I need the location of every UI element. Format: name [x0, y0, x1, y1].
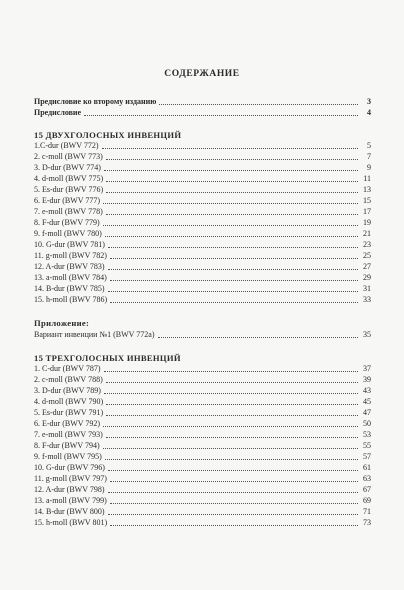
toc-entry[interactable]: [34, 239, 371, 250]
dot-leader: [102, 147, 358, 149]
toc-entry[interactable]: [34, 184, 371, 195]
dot-leader: [110, 480, 358, 482]
toc-entry[interactable]: [34, 407, 371, 418]
toc-entry[interactable]: [34, 206, 371, 217]
toc-entry-page: 35: [363, 330, 371, 339]
toc-entry[interactable]: [34, 429, 371, 440]
toc-entry-title: 15. h-moll (BWV 786): [34, 295, 108, 304]
toc-entry-page: 11: [363, 174, 371, 183]
toc-entry-title: 3. D-dur (BWV 774): [34, 163, 101, 172]
toc-entry-page: 50: [363, 419, 371, 428]
appendix-heading: Приложение:: [34, 318, 90, 328]
toc-entry-title: 7. e-moll (BWV 778): [34, 207, 103, 216]
toc-entry-page: 27: [363, 262, 371, 271]
dot-leader: [106, 436, 358, 438]
toc-entry-title: 3. D-dur (BWV 789): [34, 386, 101, 395]
toc-entry[interactable]: [34, 250, 371, 261]
toc-entry-title: Предисловие: [34, 108, 82, 117]
toc-entry-title: Предисловие ко второму изданию: [34, 97, 157, 106]
toc-entry-title: 10. G-dur (BWV 796): [34, 463, 105, 472]
toc-entry[interactable]: [34, 294, 371, 305]
dot-leader: [106, 213, 358, 215]
toc-entry[interactable]: [34, 506, 371, 517]
toc-entry-title: 14. B-dur (BWV 800): [34, 507, 105, 516]
toc-entry-page: 73: [363, 518, 371, 527]
page-title: СОДЕРЖАНИЕ: [164, 69, 240, 79]
dot-leader: [105, 235, 358, 237]
toc-entry-page: 63: [363, 474, 371, 483]
toc-entry-title: 2. c-moll (BWV 788): [34, 375, 103, 384]
dot-leader: [106, 180, 358, 182]
toc-entry-page: 3: [367, 97, 371, 106]
toc-entry[interactable]: [34, 228, 371, 239]
toc-entry[interactable]: [34, 374, 371, 385]
toc-entry-page: 39: [363, 375, 371, 384]
dot-leader: [84, 114, 358, 116]
toc-entry[interactable]: [34, 495, 371, 506]
dot-leader: [108, 513, 358, 515]
dot-leader: [110, 502, 358, 504]
toc-entry-title: 11. g-moll (BWV 782): [34, 251, 107, 260]
toc-entry-page: 21: [363, 229, 371, 238]
toc-entry-appendix[interactable]: [34, 329, 371, 340]
toc-entry-page: 43: [363, 386, 371, 395]
dot-leader: [159, 103, 358, 105]
toc-entry-title: 12. A-dur (BWV 783): [34, 262, 105, 271]
toc-entry[interactable]: [34, 173, 371, 184]
toc-entry[interactable]: [34, 151, 371, 162]
toc-entry[interactable]: [34, 440, 371, 451]
toc-entry[interactable]: [34, 363, 371, 374]
toc-entry-page: 4: [367, 108, 371, 117]
toc-entry-page: 31: [363, 284, 371, 293]
toc-entry-page: 23: [363, 240, 371, 249]
toc-entry-page: 5: [367, 141, 371, 150]
dot-leader: [103, 447, 358, 449]
toc-entry-page: 17: [363, 207, 371, 216]
toc-entry-page: 37: [363, 364, 371, 373]
toc-entry-title: 11. g-moll (BWV 797): [34, 474, 107, 483]
toc-entry-preface-second-edition[interactable]: [34, 96, 371, 107]
toc-entry[interactable]: [34, 484, 371, 495]
toc-entry-page: 55: [363, 441, 371, 450]
dot-leader: [108, 268, 358, 270]
toc-entry-page: 53: [363, 430, 371, 439]
section-heading-three-part: 15 ТРЕХГОЛОСНЫХ ИНВЕНЦИЙ: [34, 353, 181, 363]
toc-entry-preface[interactable]: [34, 107, 371, 118]
dot-leader: [110, 524, 358, 526]
dot-leader: [103, 425, 358, 427]
toc-entry-page: 25: [363, 251, 371, 260]
dot-leader: [104, 370, 358, 372]
toc-entry-title: 13. a-moll (BWV 784): [34, 273, 107, 282]
dot-leader: [106, 381, 358, 383]
toc-entry-title: 6. E-dur (BWV 777): [34, 196, 101, 205]
toc-entry[interactable]: [34, 517, 371, 528]
dot-leader: [103, 224, 358, 226]
toc-entry-page: 7: [367, 152, 371, 161]
toc-entry-page: 29: [363, 273, 371, 282]
toc-entry-title: 12. A-dur (BWV 798): [34, 485, 105, 494]
toc-entry[interactable]: [34, 162, 371, 173]
toc-entry-title: 10. G-dur (BWV 781): [34, 240, 105, 249]
toc-entry-title: 6. E-dur (BWV 792): [34, 419, 101, 428]
dot-leader: [158, 336, 359, 338]
toc-entry-title: 4. d-moll (BWV 790): [34, 397, 104, 406]
toc-entry[interactable]: [34, 195, 371, 206]
toc-entry-page: 45: [363, 397, 371, 406]
toc-entry[interactable]: [34, 283, 371, 294]
toc-entry[interactable]: [34, 396, 371, 407]
toc-entry[interactable]: [34, 462, 371, 473]
toc-entry-title: 9. f-moll (BWV 780): [34, 229, 102, 238]
dot-leader: [106, 414, 358, 416]
dot-leader: [104, 392, 358, 394]
toc-entry[interactable]: [34, 217, 371, 228]
toc-entry-page: 13: [363, 185, 371, 194]
toc-entry-title: 8. F-dur (BWV 794): [34, 441, 100, 450]
section-heading-two-part: 15 ДВУХГОЛОСНЫХ ИНВЕНЦИЙ: [34, 130, 182, 140]
toc-entry[interactable]: [34, 385, 371, 396]
toc-entry-title: 1. C-dur (BWV 787): [34, 364, 101, 373]
toc-entry-title: 1.C-dur (BWV 772): [34, 141, 99, 150]
dot-leader: [106, 403, 358, 405]
toc-entry-page: 47: [363, 408, 371, 417]
toc-entry-page: 67: [363, 485, 371, 494]
toc-entry[interactable]: [34, 261, 371, 272]
toc-entry-page: 9: [367, 163, 371, 172]
toc-entry-page: 71: [363, 507, 371, 516]
dot-leader: [108, 491, 358, 493]
toc-entry-title: 8. F-dur (BWV 779): [34, 218, 100, 227]
toc-entry-title: 13. a-moll (BWV 799): [34, 496, 107, 505]
toc-entry-title: 2. c-moll (BWV 773): [34, 152, 103, 161]
dot-leader: [103, 202, 358, 204]
dot-leader: [106, 191, 358, 193]
toc-entry-title: 5. Es-dur (BWV 776): [34, 185, 104, 194]
toc-entry-title: 4. d-moll (BWV 775): [34, 174, 104, 183]
toc-entry-title: Вариант инвенции №1 (BWV 772a): [34, 330, 155, 339]
toc-entry[interactable]: [34, 473, 371, 484]
dot-leader: [110, 257, 358, 259]
dot-leader: [105, 458, 358, 460]
toc-entry-page: 33: [363, 295, 371, 304]
toc-entry-page: 61: [363, 463, 371, 472]
toc-entry-title: 15. h-moll (BWV 801): [34, 518, 108, 527]
toc-entry-title: 5. Es-dur (BWV 791): [34, 408, 104, 417]
dot-leader: [110, 279, 358, 281]
dot-leader: [108, 290, 358, 292]
dot-leader: [104, 169, 358, 171]
dot-leader: [110, 301, 358, 303]
toc-entry-page: 15: [363, 196, 371, 205]
toc-entry-title: 9. f-moll (BWV 795): [34, 452, 102, 461]
dot-leader: [108, 469, 358, 471]
toc-entry-page: 57: [363, 452, 371, 461]
toc-entry-page: 69: [363, 496, 371, 505]
toc-entry[interactable]: [34, 451, 371, 462]
toc-entry-title: 7. e-moll (BWV 793): [34, 430, 103, 439]
toc-entry-page: 19: [363, 218, 371, 227]
toc-entry[interactable]: [34, 272, 371, 283]
toc-entry[interactable]: [34, 140, 371, 151]
dot-leader: [106, 158, 358, 160]
toc-entry[interactable]: [34, 418, 371, 429]
dot-leader: [108, 246, 358, 248]
toc-entry-title: 14. B-dur (BWV 785): [34, 284, 105, 293]
